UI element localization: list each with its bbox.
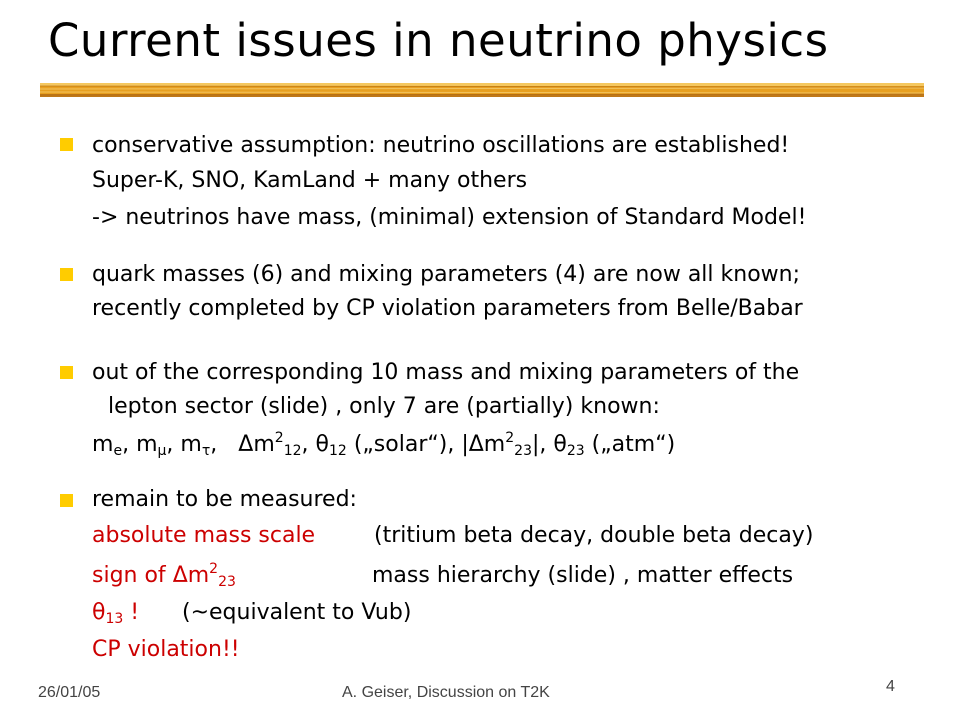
bullet2-line2: recently completed by CP violation parameters from Belle/Babar (92, 296, 803, 321)
measure-absolute-mass-label: absolute mass scale (92, 523, 316, 548)
measure-theta13-desc: (~equivalent to Vub) (182, 600, 412, 625)
measure-sign-dm23-desc: mass hierarchy (slide) , matter effects (372, 563, 794, 588)
bullet1-line2: Super-K, SNO, KamLand + many others (92, 168, 528, 193)
bullet3-line2: lepton sector (slide) , only 7 are (partially) known: (108, 394, 660, 419)
bullet-icon (60, 494, 73, 507)
bullet2-line1: quark masses (6) and mixing parameters (4) are now all known; (92, 262, 801, 287)
measure-theta13-label: $\theta_{13}$ ! (92, 600, 140, 627)
bullet4-line1: remain to be measured: (92, 487, 357, 512)
bullet1-line3: -> neutrinos have mass, (minimal) extension of Standard Model! (92, 205, 807, 230)
title-underline-bar (40, 80, 924, 100)
measure-absolute-mass-desc: (tritium beta decay, double beta decay) (374, 523, 814, 548)
footer-date: 26/01/05 (38, 684, 101, 701)
bullet-icon (60, 138, 73, 151)
lepton-parameters: $m_e$, $m_\mu$, $m_\tau$, $\Delta m^2_{12}$, $\theta_{12}$ („solar“), $|\Delta m^2_{23}|$, $\theta_{23}$ („atm“) (92, 430, 676, 459)
bullet1-line1: conservative assumption: neutrino oscillations are established! (92, 133, 790, 158)
bullet3-line1: out of the corresponding 10 mass and mixing parameters of the (92, 360, 800, 385)
bullet-icon (60, 268, 73, 281)
footer-author: A. Geiser, Discussion on T2K (342, 684, 550, 701)
footer-page-number: 4 (886, 678, 895, 695)
bullet-icon (60, 366, 73, 379)
measure-sign-dm23-label: sign of $\Delta m^2_{23}$ (92, 561, 236, 590)
measure-cp-violation-label: CP violation!! (92, 637, 240, 662)
slide-title: Current issues in neutrino physics (48, 14, 829, 67)
